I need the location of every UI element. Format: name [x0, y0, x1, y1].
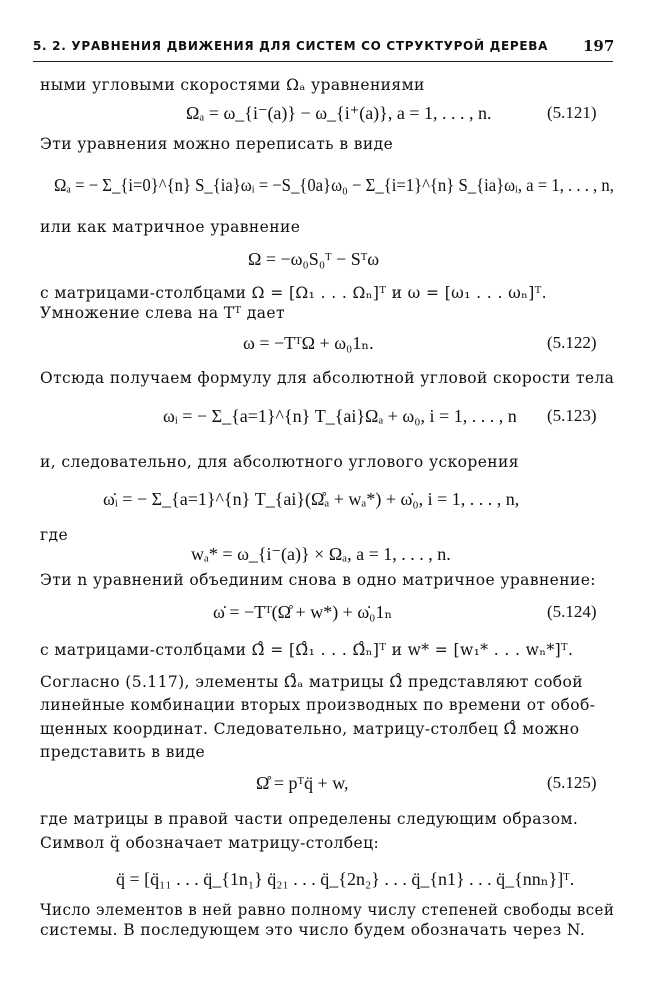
text-line: Число элементов в ней равно полному числу степеней свободы всей — [40, 901, 615, 919]
text-line: Эти уравнения можно переписать в виде — [40, 135, 394, 153]
equation: Ω̊ = pᵀq̈ + w, — [256, 773, 349, 793]
text-line: Умножение слева на Tᵀ дает — [40, 304, 285, 322]
text-line: с матрицами-столбцами Ω = [Ω₁ . . . Ωₙ]ᵀ и ω = [ω₁ . . . ωₙ]ᵀ. — [40, 284, 547, 302]
text-line: системы. В последующем это число будем обозначать через N. — [40, 921, 586, 939]
text-line: щенных координат. Следовательно, матрицу-столбец Ω̊ можно — [40, 720, 580, 738]
page-number: 197 — [583, 37, 615, 55]
text-line: ными угловыми скоростями Ωₐ уравнениями — [40, 76, 425, 94]
text-line: Эти n уравнений объединим снова в одно матричное уравнение: — [40, 571, 596, 589]
equation: ωᵢ = − Σ_{a=1}^{n} T_{ai}Ωₐ + ω₀, i = 1, . . . , n — [163, 406, 517, 426]
text-line: представить в виде — [40, 743, 206, 761]
text-line: и, следовательно, для абсолютного углового ускорения — [40, 453, 519, 471]
text-line: или как матричное уравнение — [40, 218, 301, 236]
equation-number: (5.122) — [547, 333, 597, 352]
equation-number: (5.124) — [547, 602, 597, 621]
equation: Ω = −ω₀S₀ᵀ − Sᵀω — [248, 249, 380, 269]
text-line: линейные комбинации вторых производных по времени от обоб- — [40, 696, 596, 714]
running-title: 5. 2. УРАВНЕНИЯ ДВИЖЕНИЯ ДЛЯ СИСТЕМ СО СТРУКТУРОЙ ДЕРЕВА — [33, 39, 549, 53]
text-line: где матрицы в правой части определены следующим образом. — [40, 810, 579, 828]
equation-number: (5.123) — [547, 406, 597, 425]
equation: q̈ = [q̈₁₁ . . . q̈_{1n₁} q̈₂₁ . . . q̈_{2n₂} . . . q̈_{n1} . . . q̈_{nnₙ}]ᵀ. — [116, 869, 575, 889]
text-line: Символ q̈ обозначает матрицу-столбец: — [40, 834, 380, 852]
header-rule — [33, 61, 613, 62]
equation-number: (5.125) — [547, 773, 597, 792]
text-line: с матрицами-столбцами Ω̊ = [Ω̊₁ . . . Ω̊ₙ]ᵀ и w* = [w₁* . . . wₙ*]ᵀ. — [40, 641, 574, 659]
equation: Ωₐ = − Σ_{i=0}^{n} S_{ia}ωᵢ = −S_{0a}ω₀ − Σ_{i=1}^{n} S_{ia}ωᵢ, a = 1, . . . , n, — [54, 175, 614, 195]
text-line: Отсюда получаем формулу для абсолютной угловой скорости тела — [40, 369, 615, 387]
text-line: где — [40, 526, 69, 544]
equation: Ωₐ = ω_{i⁻(a)} − ω_{i⁺(a)}, a = 1, . . . , n. — [186, 103, 492, 123]
equation: ω̇ᵢ = − Σ_{a=1}^{n} T_{ai}(Ω̊ₐ + wₐ*) + ω̇₀, i = 1, . . . , n, — [103, 489, 520, 509]
text-line: Согласно (5.117), элементы Ω̊ₐ матрицы Ω̊ представляют собой — [40, 673, 584, 691]
equation: ω̇ = −Tᵀ(Ω̊ + w*) + ω̇₀1ₙ — [213, 602, 393, 622]
equation-number: (5.121) — [547, 103, 597, 122]
equation: ω = −TᵀΩ + ω₀1ₙ. — [243, 333, 374, 353]
equation: wₐ* = ω_{i⁻(a)} × Ωₐ, a = 1, . . . , n. — [191, 544, 451, 564]
